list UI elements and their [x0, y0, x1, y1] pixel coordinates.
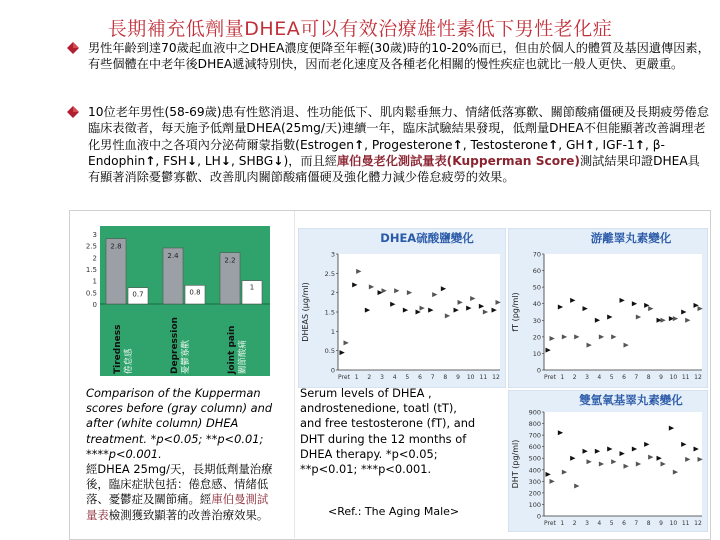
para2-text-1: 10位老年男性(58-69歲)患有性慾消退、性功能低下、肌肉鬆垂無力、情緒低落寡歡、關節酸痛僵硬及長期疲勞倦怠臨床表徵者，每天施予低劑量DHEA(25mg/天)連續一年，臨床試驗結果發現，低劑量DHEA不但能顯著改善調理老化男性血液中之各項內分泌荷爾蒙指數(Estrogen	[88, 105, 710, 152]
para2-text-6: , β-Endophin	[88, 137, 665, 168]
x-tick-label: 7	[430, 374, 435, 381]
caption-left	[86, 386, 276, 523]
x-tick-label: 3	[585, 520, 589, 527]
x-tick-label: 9	[659, 520, 663, 527]
y-tick-label: 1.5	[85, 266, 97, 274]
x-tick-label: 10	[466, 374, 475, 381]
y-tick-label: 60	[532, 267, 541, 276]
para2-text-9: , SHBG	[231, 153, 274, 168]
bar-before-label: 2.8	[110, 242, 122, 251]
y-tick-label: 300	[528, 477, 541, 486]
x-tick-label: 10	[669, 520, 678, 527]
para2-text-3: , Testosterone	[462, 137, 549, 152]
y-tick-label: 200	[528, 489, 541, 498]
x-tick-label: Pret	[544, 520, 556, 527]
x-tick-label: 1	[354, 374, 359, 381]
y-tick-label: 1	[92, 277, 97, 286]
y-tick-label: 600	[528, 443, 541, 452]
x-tick-label: 5	[609, 374, 614, 381]
caption-left-highlight: 庫伯曼測試量表	[86, 492, 269, 522]
x-tick-label: 8	[646, 520, 651, 527]
arrow-up-icon: ↑	[548, 137, 559, 152]
x-tick-label: 4	[392, 374, 397, 381]
panel-title: 游離睪丸素變化	[590, 231, 672, 245]
y-tick-label: 0	[92, 301, 97, 309]
x-tick-label: 7	[634, 520, 639, 527]
y-tick-label: 0	[330, 366, 335, 375]
para2-text-10: )，而且經	[283, 153, 337, 168]
y-axis-label: fT (pg/ml)	[511, 292, 520, 332]
bullet-paragraph-1: 男性年齡到達70歲起血液中之DHEA濃度便降至年輕(30歲)時的10-20%而已，但由於個人的體質及基因遺傳因素，有些個體在中老年後DHEA遞減特別快，因而老化速度及各種老化相關的慢性疾症也就比一般人更快、更嚴重。	[88, 41, 710, 72]
y-tick-label: 100	[528, 500, 541, 509]
x-tick-label: 1	[560, 520, 565, 527]
y-tick-label: 0	[536, 366, 541, 375]
category-label-en: Tiredness	[113, 324, 123, 374]
y-tick-label: 20	[532, 333, 541, 342]
x-tick-label: 8	[443, 374, 448, 381]
x-tick-label: 4	[597, 374, 602, 381]
bullet-paragraph-2	[88, 104, 710, 185]
x-tick-label: 11	[681, 520, 690, 527]
caption-middle: Serum levels of DHEA , androstenedione, toatl (tT), and free testosterone (fT), and DHT during the 12 months of DHEA therapy. *p<0.05; **p<0.01; ***p<0.001.	[300, 386, 476, 477]
dht-chart	[508, 390, 708, 532]
x-tick-label: 10	[669, 374, 678, 381]
bar-after-label: 0.8	[189, 288, 201, 297]
x-tick-label: 2	[367, 374, 372, 381]
para2-text-4: , GH	[558, 137, 585, 152]
y-tick-label: 40	[532, 300, 541, 309]
x-tick-label: 1	[560, 374, 565, 381]
x-tick-label: 2	[572, 374, 577, 381]
y-tick-label: 500	[528, 454, 541, 463]
para2-text-7: , FSH	[155, 153, 187, 168]
x-tick-label: 3	[380, 374, 384, 381]
arrow-down-icon: ↓	[273, 153, 284, 168]
y-tick-label: 0.5	[85, 289, 97, 298]
y-tick-label: 2.5	[324, 269, 335, 278]
page-title: 長期補充低劑量DHEA可以有效治療雄性素低下男性老化症	[107, 18, 613, 40]
category-label-zh: 憂鬱寡歡	[181, 339, 191, 374]
category-label-zh: 關節酸痛	[238, 339, 248, 374]
y-tick-label: 3	[330, 250, 335, 259]
y-tick-label: 700	[528, 431, 541, 440]
arrow-up-icon: ↑	[452, 137, 463, 152]
arrow-up-icon: ↑	[145, 153, 156, 168]
y-tick-label: 400	[528, 466, 541, 475]
x-tick-label: 7	[634, 374, 639, 381]
caption-left-chinese-b: 檢測獲致顯著的改善治療效果。	[108, 507, 269, 522]
bullet-icon	[66, 41, 80, 55]
category-label-en: Joint pain	[227, 325, 237, 374]
y-tick-label: 0	[536, 512, 541, 521]
x-tick-label: 4	[597, 520, 602, 527]
para2-text-2: , Progesterone	[364, 137, 453, 152]
x-tick-label: 9	[456, 374, 460, 381]
reference-note: <Ref.: The Aging Male>	[328, 505, 460, 518]
category-label-zh: 倦怠感	[124, 348, 134, 374]
y-tick-label: 30	[532, 316, 541, 325]
x-tick-label: 6	[622, 520, 626, 527]
y-tick-label: 50	[532, 283, 541, 292]
plot-area	[544, 254, 702, 370]
category-label-en: Depression	[170, 317, 180, 374]
caption-left-chinese-a: 經DHEA 25mg/天，長期低劑量治療後，臨床症狀包括：倦怠感、情緒低落、憂鬱症及關節痛。經	[86, 462, 273, 507]
dheas-chart	[298, 228, 506, 388]
x-tick-label: 6	[622, 374, 626, 381]
kupperman-score-highlight: 庫伯曼老化測試量表(Kupperman Score)	[337, 153, 580, 168]
free-testosterone-chart	[508, 228, 708, 388]
y-tick-label: 1	[330, 327, 335, 336]
y-tick-label: 900	[528, 408, 541, 417]
arrow-down-icon: ↓	[186, 153, 198, 168]
x-tick-label: 6	[418, 374, 422, 381]
bar-before-label: 2.4	[167, 252, 179, 260]
kupperman-bar-chart	[84, 226, 270, 376]
x-tick-label: 3	[585, 374, 589, 381]
panel-title: DHEA硫酸鹽變化	[380, 231, 474, 245]
bar-after-label: 0.7	[132, 290, 144, 299]
y-tick-label: 1.5	[324, 308, 335, 317]
y-tick-label: 2	[330, 289, 335, 298]
y-tick-label: 0.5	[324, 347, 335, 356]
x-tick-label: 9	[659, 374, 663, 381]
x-tick-label: 5	[405, 374, 410, 381]
y-axis-label: DHEAS (μg/ml)	[301, 282, 310, 342]
x-tick-label: Pret	[544, 374, 556, 381]
y-tick-label: 2.5	[85, 242, 97, 251]
bar-after-label: 1	[249, 283, 255, 292]
y-tick-label: 2	[92, 254, 97, 263]
para2-text-5: , IGF-1	[594, 137, 635, 152]
panel-title: 雙氫氧基睪丸素變化	[579, 393, 683, 407]
arrow-down-icon: ↓	[220, 153, 232, 168]
x-tick-label: 12	[694, 374, 702, 381]
para2-text-8: , LH	[197, 153, 221, 168]
bar-before-label: 2.2	[224, 256, 236, 265]
bullet-icon	[66, 105, 80, 119]
y-tick-label: 10	[532, 349, 541, 358]
arrow-up-icon: ↑	[634, 137, 645, 152]
arrow-up-icon: ↑	[353, 137, 365, 152]
caption-left-english: Comparison of the Kupperman scores before (gray column) and after (white column) DHEA treatment. *p<0.05; **p<0.01; ****p<0.001.	[86, 386, 273, 461]
y-tick-label: 800	[528, 420, 541, 429]
y-tick-label: 70	[532, 250, 541, 259]
x-tick-label: 5	[609, 520, 614, 527]
arrow-up-icon: ↑	[584, 137, 595, 152]
x-tick-label: 8	[646, 374, 651, 381]
x-tick-label: 11	[479, 374, 488, 381]
x-tick-label: Pret	[338, 374, 350, 381]
x-tick-label: 11	[681, 374, 690, 381]
y-axis-label: DHT (pg/ml)	[511, 439, 520, 489]
y-tick-label: 3	[92, 231, 97, 239]
para2-text-11: 測試結果印證DHEA具有顯著消除憂鬱寡歡、改善肌肉關節酸痛僵硬及強化體力減少倦怠疲勞的效果。	[88, 153, 700, 185]
x-tick-label: 12	[694, 520, 702, 527]
x-tick-label: 2	[572, 520, 577, 527]
x-tick-label: 12	[492, 374, 500, 381]
figure-divider	[294, 211, 295, 538]
plot-area	[544, 412, 702, 516]
